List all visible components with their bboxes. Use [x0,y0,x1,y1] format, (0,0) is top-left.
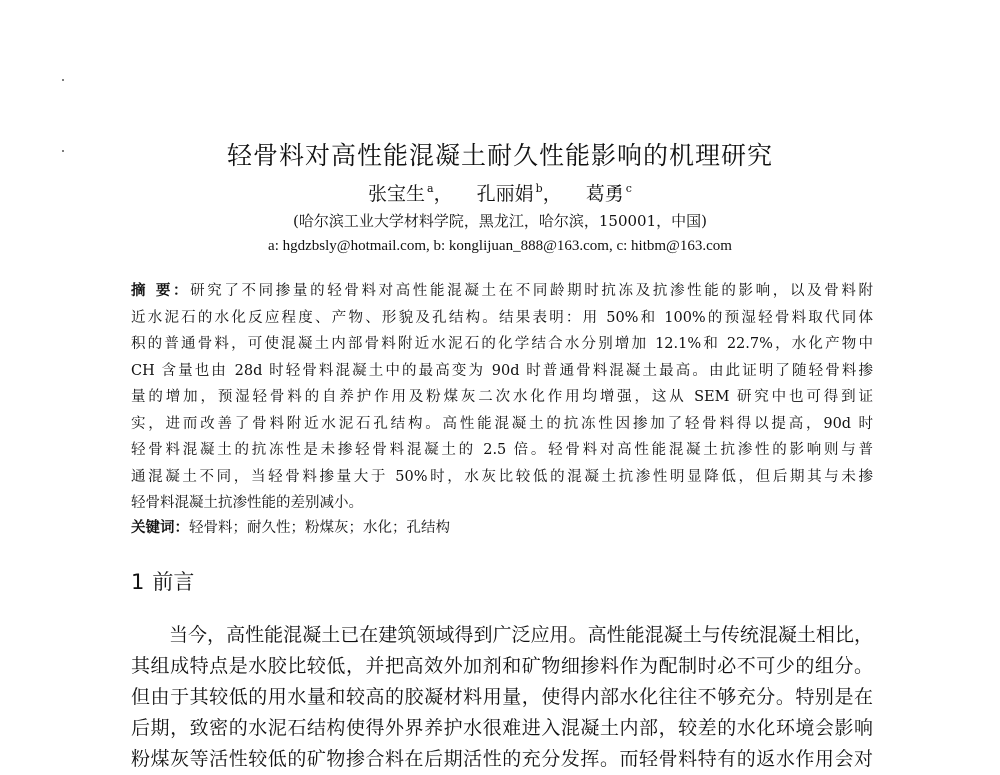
scan-speck [62,79,64,81]
abstract-line: CH 含量也由 28d 时轻骨料混凝土中的最高变为 90d 时普通骨料混凝土最高。由此证明了随轻骨料掺 [131,362,873,379]
body-line: 其组成特点是水胶比较低，并把高效外加剂和矿物细掺料作为配制时必不可少的组分。 [131,655,873,677]
author-name: 葛勇 [585,183,624,205]
abstract-line: 实，进而改善了骨料附近水泥石孔结构。高性能混凝土的抗冻性因掺加了轻骨料得以提高，90d 时 [131,415,873,432]
author [477,183,562,205]
author-separator: ， [542,183,562,205]
paper-title: 轻骨料对高性能混凝土耐久性能影响的机理研究 [226,141,773,170]
keywords-label: 关键词： [131,519,189,536]
author [368,183,453,205]
abstract-line: 通混凝土不同，当轻骨料掺量大于 50%时，水灰比较低的混凝土抗渗性明显降低，但后期其与未掺 [131,468,873,485]
author-name: 张宝生 [368,183,426,205]
abstract-line: 近水泥石的水化反应程度、产物、形貌及孔结构。结果表明：用 50%和 100%的预湿轻骨料取代同体 [131,309,873,326]
body-line: 后期，致密的水泥石结构使得外界养护水很难进入混凝土内部，较差的水化环境会影响 [131,717,873,739]
author-line [0,179,1000,206]
section-heading [131,566,194,596]
abstract-line: 积的普通骨料，可使混凝土内部骨料附近水泥石的化学结合水分别增加 12.1%和 22.7%，水化产物中 [131,336,873,352]
author-emails: a: hgdzbsly@hotmail.com, b: konglijuan_888@163.com, c: hitbm@163.com [268,238,732,254]
section-number: 1 [131,570,145,594]
author-mark: c [625,182,632,195]
author-mark: b [535,182,543,195]
body-line: 当今，高性能混凝土已在建筑领域得到广泛应用。高性能混凝土与传统混凝土相比， [169,624,873,646]
abstract-line: 摘 要：研究了不同掺量的轻骨料对高性能混凝土在不同龄期时抗冻及抗渗性能的影响，以及骨料附 [131,282,873,299]
affiliation: (哈尔滨工业大学材料学院，黑龙江，哈尔滨，150001，中国) [293,212,707,230]
author-mark: a [427,182,434,195]
abstract-line: 轻骨料混凝土的抗冻性是未掺轻骨料混凝土的 2.5 倍。轻骨料对高性能混凝土抗渗性的影响则与普 [131,442,873,458]
author [586,183,632,205]
body-line: 但由于其较低的用水量和较高的胶凝材料用量，使得内部水化往往不够充分。特别是在 [131,686,873,708]
keywords-text: 轻骨料；耐久性；粉煤灰；水化；孔结构 [189,520,450,536]
author-separator: ， [433,183,453,205]
section-title: 前言 [152,570,195,594]
body-line: 粉煤灰等活性较低的矿物掺合料在后期活性的充分发挥。而轻骨料特有的返水作用会对 [131,748,873,770]
abstract-line: 轻骨料混凝土抗渗性能的差别减小。 [131,495,363,511]
body-paragraph [131,620,873,775]
author-name: 孔丽娟 [476,183,534,205]
abstract-label: 摘 要： [131,282,191,299]
abstract [131,278,873,517]
keywords [131,516,450,537]
abstract-line: 量的增加，预湿轻骨料的自养护作用及粉煤灰二次水化作用均增强，这从 SEM 研究中也可得到证 [131,389,873,405]
